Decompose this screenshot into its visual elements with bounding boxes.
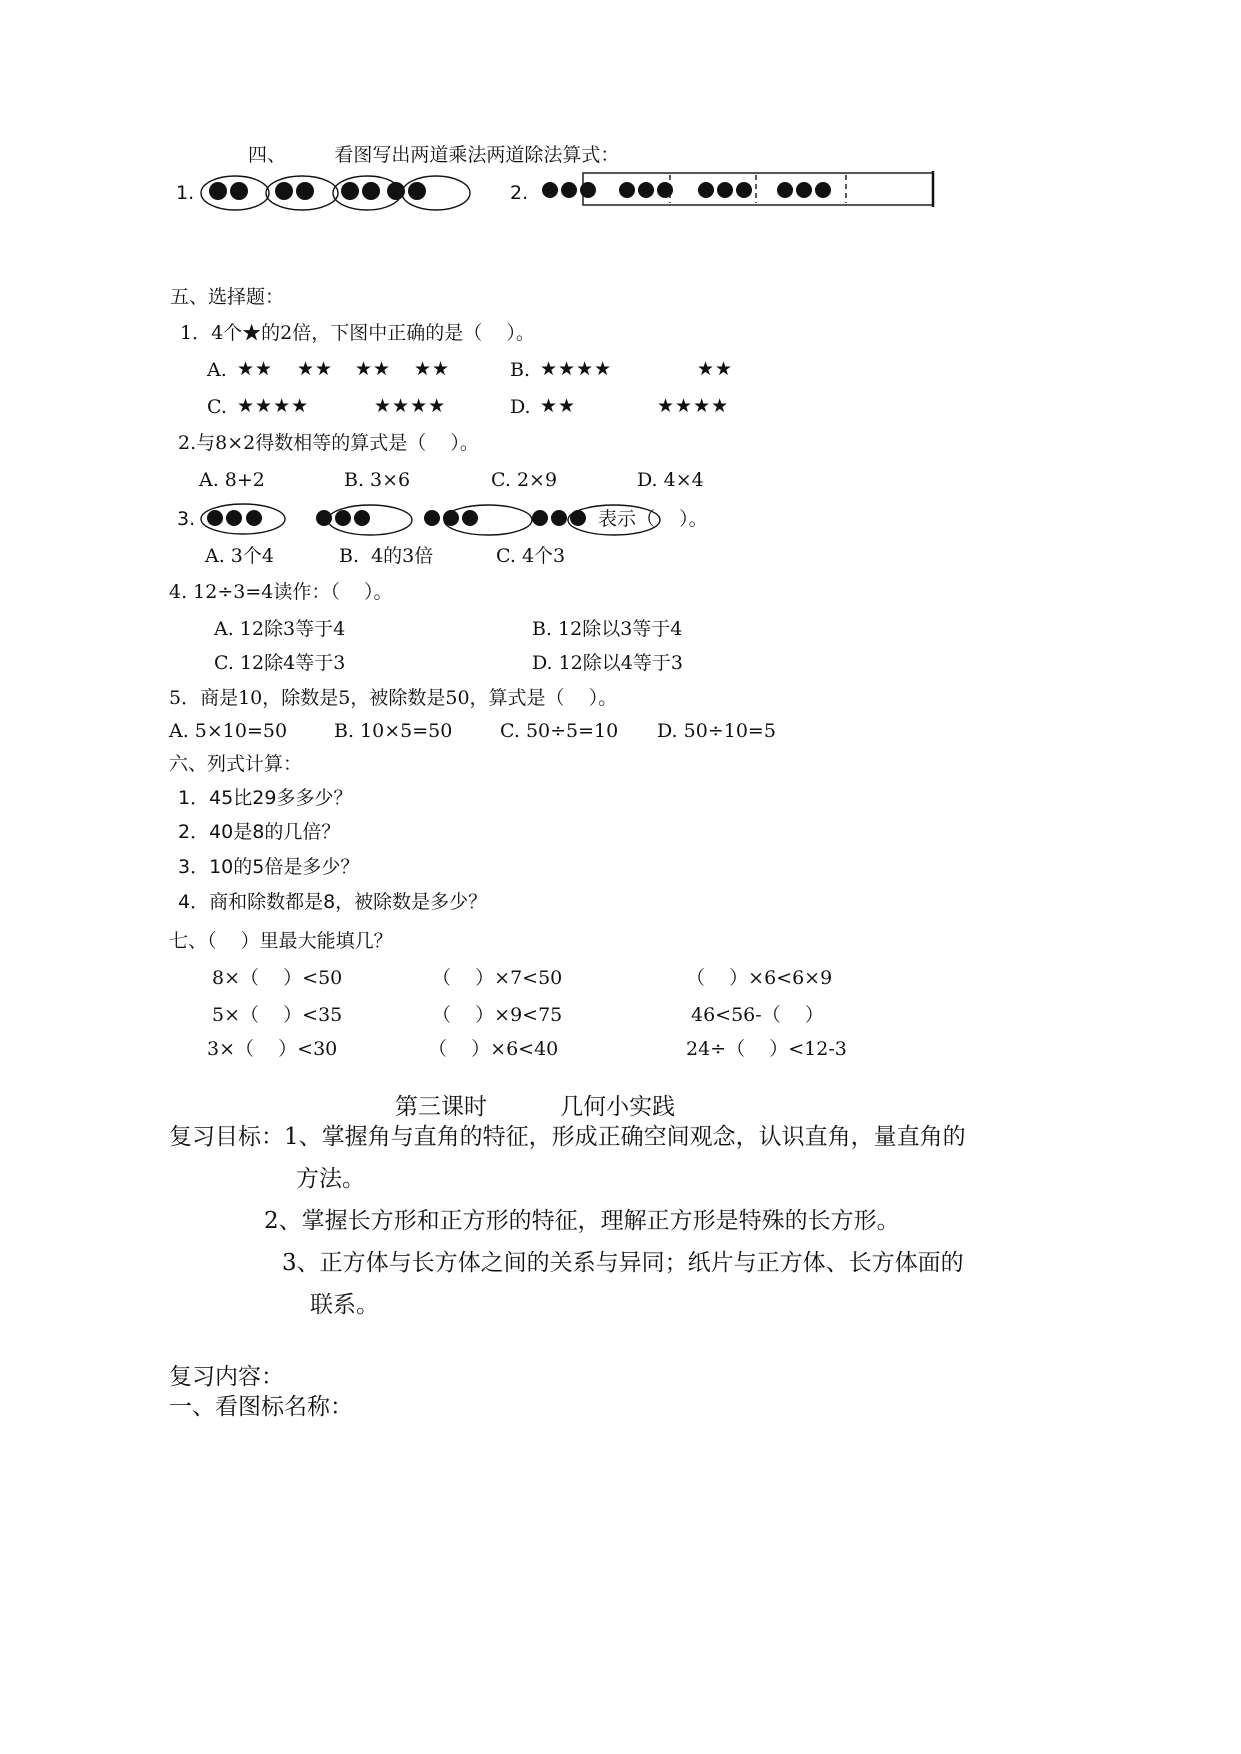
- sec5-q3-suffix: 表示（ ）。: [598, 508, 708, 530]
- sec5-q3-label: 3.: [177, 508, 196, 530]
- sec5-q3-diagram: [207, 510, 586, 526]
- goal-1-line-2: 方法。: [296, 1166, 365, 1192]
- sec5-q1-option-a-stars-1: ★★: [237, 358, 274, 380]
- sec4-q2-box: [583, 171, 933, 207]
- content-label: 复习内容：: [169, 1364, 284, 1390]
- sec7-row2-col1: 5×（ ）<35: [212, 1004, 343, 1026]
- section-4-title: 四、 看图写出两道乘法两道除法算式：: [248, 144, 620, 166]
- sec5-q1-option-b-stars-2: ★★: [697, 358, 734, 380]
- sec5-q1-option-a-stars-3: ★★: [355, 358, 392, 380]
- sec5-q1-option-c-stars-1: ★★★★: [237, 395, 310, 417]
- sec4-q2-label: 2.: [510, 182, 529, 204]
- sec4-q1-label: 1.: [176, 182, 195, 204]
- sec5-q1-option-b-stars-1: ★★★★: [540, 358, 613, 380]
- sec7-row2-col2: （ ）×9<75: [432, 1004, 563, 1026]
- sec5-q5-option-c: C. 50÷5=10: [500, 720, 619, 742]
- section-7-title: 七、（ ）里最大能填几？: [169, 930, 393, 952]
- sec5-q1-option-d-label: D.: [510, 396, 531, 418]
- sec5-q2-option-b: B. 3×6: [344, 469, 411, 491]
- sec5-q1-option-a-stars-2: ★★: [297, 358, 334, 380]
- sec6-item-2: 2．40是8的几倍？: [178, 821, 341, 843]
- lesson-title: 第三课时 几何小实践: [395, 1094, 676, 1120]
- sec5-q1-stem: 1．4个★的2倍，下图中正确的是（ ）。: [180, 322, 535, 344]
- sec5-q4-option-a: A. 12除3等于4: [214, 618, 346, 640]
- sec7-row3-col2: （ ）×6<40: [428, 1038, 559, 1060]
- sec5-q5-stem: 5．商是10，除数是5，被除数是50，算式是（ ）。: [169, 687, 618, 709]
- sec5-q1-option-c-stars-2: ★★★★: [374, 395, 447, 417]
- sec5-q5-option-a: A. 5×10=50: [169, 720, 288, 742]
- sec7-row1-col1: 8×（ ）<50: [212, 967, 343, 989]
- sec6-item-1: 1．45比29多多少？: [178, 787, 353, 809]
- goal-3-line-1: 3、正方体与长方体之间的关系与异同；纸片与正方体、长方体面的: [282, 1250, 964, 1276]
- sec4-q2-diagram: [542, 182, 831, 198]
- sec7-row3-col3: 24÷（ ）<12-3: [686, 1038, 847, 1060]
- sec5-q3-option-c: C. 4个3: [496, 545, 566, 567]
- sec5-q5-option-d: D. 50÷10=5: [657, 720, 776, 742]
- sec5-q5-option-b: B. 10×5=50: [334, 720, 453, 742]
- sec6-item-3: 3．10的5倍是多少？: [178, 856, 360, 878]
- sec5-q1-option-c-label: C.: [207, 396, 227, 418]
- sec5-q1-option-a-label: A.: [207, 359, 227, 381]
- sec5-q1-option-a-stars-4: ★★: [414, 358, 451, 380]
- sec7-row2-col3: 46<56-（ ）: [691, 1004, 824, 1026]
- sec4-q1-diagram: [209, 182, 426, 200]
- sec5-q2-stem: 2.与8×2得数相等的算式是（ ）。: [178, 432, 479, 454]
- sec5-q2-option-c: C. 2×9: [491, 469, 558, 491]
- sec5-q3-option-a: A. 3个4: [205, 545, 274, 567]
- sec5-q4-option-b: B. 12除以3等于4: [532, 618, 683, 640]
- sec5-q2-option-a: A. 8+2: [199, 469, 265, 491]
- section-5-title: 五、选择题：: [170, 286, 285, 308]
- sec5-q4-option-d: D. 12除以4等于3: [532, 652, 683, 674]
- sec7-row1-col3: （ ）×6<6×9: [686, 967, 833, 989]
- goal-2: 2、掌握长方形和正方形的特征，理解正方形是特殊的长方形。: [264, 1208, 900, 1234]
- section-6-title: 六、列式计算：: [169, 753, 303, 775]
- sec5-q1-option-d-stars-2: ★★★★: [657, 395, 730, 417]
- sec7-row3-col1: 3×（ ）<30: [207, 1038, 338, 1060]
- part-1-title: 一、看图标名称：: [169, 1394, 353, 1420]
- goal-3-line-2: 联系。: [310, 1292, 379, 1318]
- sec7-row1-col2: （ ）×7<50: [432, 967, 563, 989]
- sec5-q3-option-b: B. 4的3倍: [339, 545, 434, 567]
- sec5-q4-stem: 4. 12÷3=4读作：（ ）。: [169, 581, 393, 603]
- sec5-q1-option-b-label: B.: [510, 359, 531, 381]
- goal-1-line-1: 1、掌握角与直角的特征，形成正确空间观念，认识直角，量直角的: [284, 1124, 966, 1150]
- sec5-q4-option-c: C. 12除4等于3: [214, 652, 346, 674]
- sec6-item-4: 4．商和除数都是8，被除数是多少？: [178, 891, 488, 913]
- goals-label: 复习目标：: [169, 1124, 284, 1150]
- sec5-q1-option-d-stars-1: ★★: [540, 395, 577, 417]
- sec5-q2-option-d: D. 4×4: [637, 469, 704, 491]
